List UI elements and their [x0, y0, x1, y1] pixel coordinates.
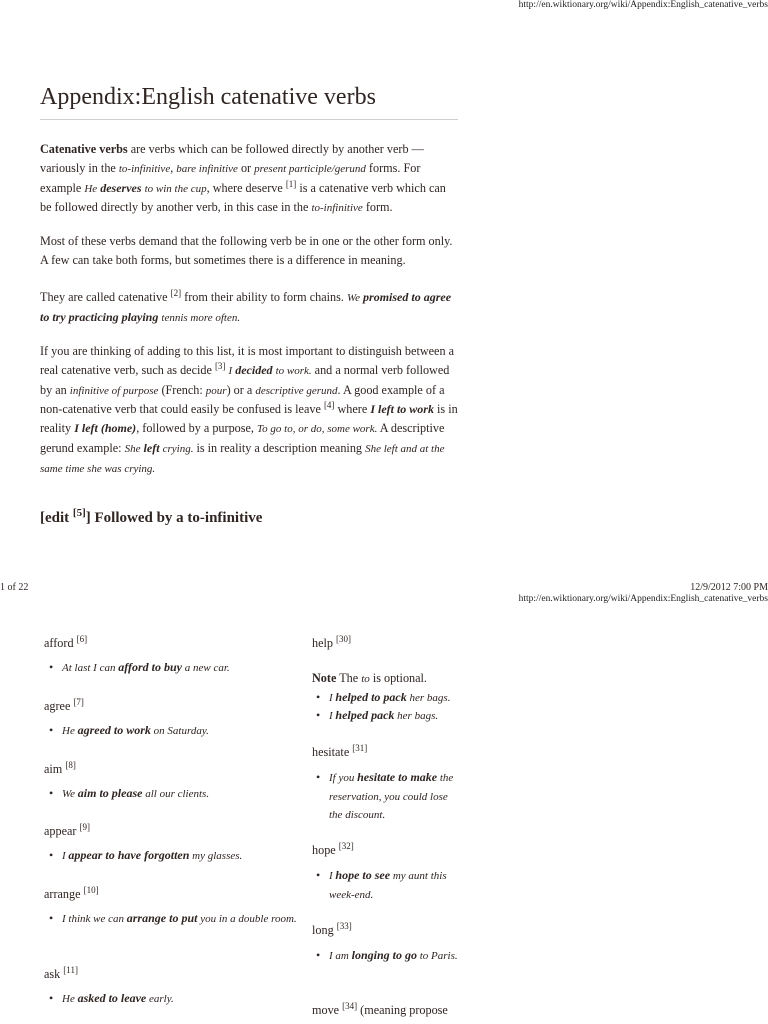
- distinguish-paragraph: If you are thinking of adding to this list, it is most important to distinguish between a real catenative verb, such as decide [3] I decided to work. and a normal verb followed by an infinitive of purpose (French: pour) or a descriptive gerund. A good example of a non-catenative verb that could easily be confused is leave [4] where I left to work is in reality I left (home), followed by a purpose, To go to, or do, some work. A descriptive gerund example: She left crying. is in reality a description meaning She left and at the same time she was crying.: [40, 344, 458, 475]
- verb-entry-move: move [34] (meaning propose: [312, 1000, 448, 1017]
- page-url-second[interactable]: http://en.wiktionary.org/wiki/Appendix:English_catenative_verbs: [518, 594, 768, 604]
- example-sentence: • He agreed to work on Saturday.: [49, 723, 209, 737]
- reference-link[interactable]: [7]: [73, 696, 84, 707]
- verb-entry-help: help [30]: [312, 633, 352, 650]
- example-sentence: • If you hesitate to make the reservation, you could lose the discount.: [316, 770, 454, 821]
- reference-link[interactable]: [10]: [83, 884, 99, 895]
- example-sentence: • At last I can afford to buy a new car.: [49, 660, 230, 674]
- verb-entry-arrange: arrange [10]: [44, 884, 99, 901]
- reference-link[interactable]: [33]: [336, 920, 352, 931]
- reference-link[interactable]: [3]: [214, 360, 226, 371]
- reference-link[interactable]: [30]: [336, 633, 352, 644]
- section-ref[interactable]: [5]: [72, 507, 86, 519]
- chains-paragraph: They are called catenative [2] from their ability to form chains. We promised to agree to try practicing playing tennis more often.: [40, 287, 452, 324]
- example-sentence: • I hope to see my aunt this week-end.: [316, 868, 447, 901]
- example-sentence: • I helped to pack her bags.: [316, 690, 451, 704]
- verb-entry-agree: agree [7]: [44, 696, 84, 713]
- page-count: 1 of 22: [0, 582, 29, 593]
- verb-entry-hope: hope [32]: [312, 840, 354, 857]
- forms-paragraph: Most of these verbs demand that the following verb be in one or the other form only. A few can take both forms, but sometimes there is a difference in meaning.: [40, 234, 453, 267]
- reference-link[interactable]: [2]: [170, 287, 182, 298]
- verb-entry-ask: ask [11]: [44, 964, 78, 981]
- example-sentence: • I appear to have forgotten my glasses.: [49, 848, 243, 862]
- example-sentence: • I think we can arrange to put you in a double room.: [49, 911, 297, 925]
- section-heading-text: Followed by a to-infinitive: [94, 510, 263, 526]
- verb-entry-long: long [33]: [312, 920, 352, 937]
- page-title: Appendix:English catenative verbs: [40, 84, 376, 110]
- example-sentence: • I helped pack her bags.: [316, 708, 439, 722]
- intro-paragraph: Catenative verbs are verbs which can be followed directly by another verb — variously in the to-infinitive, bare infinitive or present participle/gerund forms. For example He deserves to win the cup, where deserve [1] is a catenative verb which can be followed directly by another verb, in this case in the to-infinitive form.: [40, 142, 446, 215]
- verb-entry-aim: aim [8]: [44, 759, 76, 776]
- page-url-top[interactable]: http://en.wiktionary.org/wiki/Appendix:English_catenative_verbs: [518, 0, 768, 10]
- reference-link[interactable]: [9]: [79, 821, 91, 832]
- verb-entry-afford: afford [6]: [44, 633, 88, 650]
- note-text: Note The to is optional.: [312, 671, 427, 685]
- title-divider: [40, 119, 458, 120]
- verb-entry-appear: appear [9]: [44, 821, 91, 838]
- reference-link[interactable]: [1]: [285, 178, 297, 189]
- reference-link[interactable]: [34]: [342, 1000, 358, 1011]
- reference-link[interactable]: [32]: [338, 840, 354, 851]
- example-sentence: • I am longing to go to Paris.: [316, 948, 458, 962]
- reference-link[interactable]: [6]: [76, 633, 88, 644]
- reference-link[interactable]: [11]: [63, 964, 78, 975]
- section-heading: [edit [5]] Followed by a to-infinitive: [40, 507, 263, 526]
- section-edit-link[interactable]: edit: [45, 510, 70, 526]
- example-sentence: • We aim to please all our clients.: [49, 786, 210, 800]
- verb-entry-hesitate: hesitate [31]: [312, 742, 368, 759]
- reference-link[interactable]: [4]: [323, 400, 335, 411]
- print-datetime: 12/9/2012 7:00 PM: [690, 582, 768, 593]
- example-sentence: • He asked to leave early.: [49, 991, 174, 1005]
- reference-link[interactable]: [31]: [352, 742, 368, 753]
- reference-link[interactable]: [8]: [65, 759, 76, 770]
